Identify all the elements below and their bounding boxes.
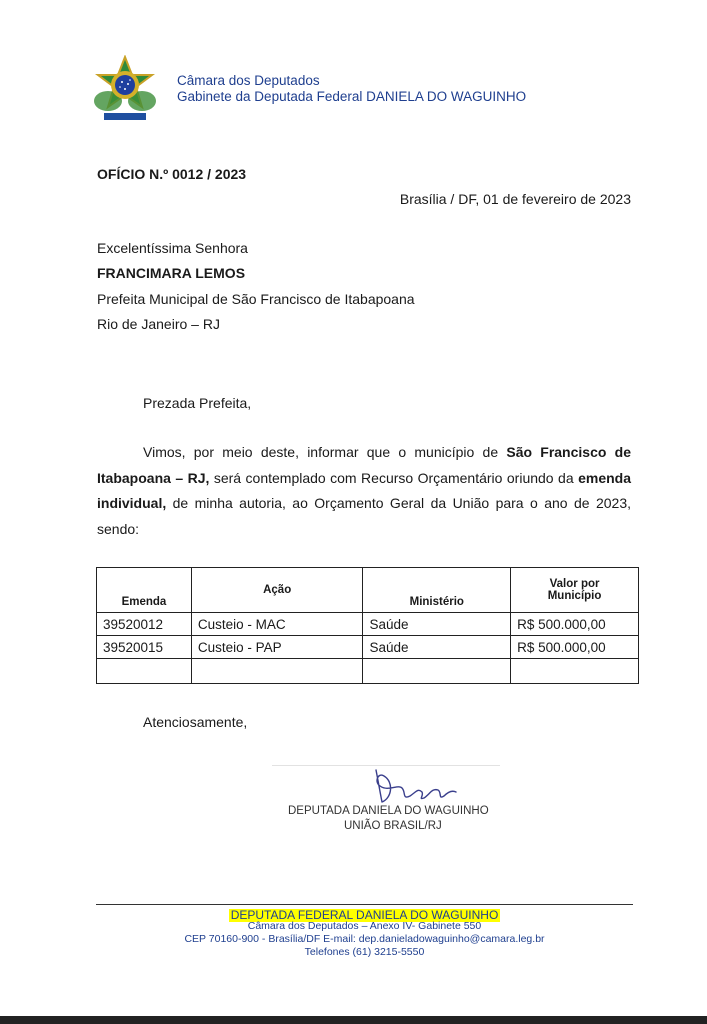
amendments-table [96,567,639,684]
footer-name: DEPUTADA FEDERAL DANIELA DO WAGUINHO [230,908,499,922]
footer-divider [96,904,633,905]
cell-valor: R$ 500.000,00 [511,613,639,636]
table-row [97,613,639,636]
recipient-location: Rio de Janeiro – RJ [97,316,220,332]
document-date: Brasília / DF, 01 de fevereiro de 2023 [399,191,631,207]
cell-valor: R$ 500.000,00 [511,636,639,659]
document-number: OFÍCIO N.º 0012 / 2023 [97,166,247,182]
cell-emenda [97,659,192,684]
table-row [97,636,639,659]
body-text-1: Vimos, por meio deste, informar que o município de [143,444,507,460]
header-chamber: Câmara dos Deputados [177,73,320,88]
cell-ministerio: Saúde [363,613,511,636]
cell-acao: Custeio - MAC [191,613,363,636]
body-paragraph [97,440,631,542]
body-municipality: São Francisco de Itabapoana – RJ, [97,444,631,486]
bottom-edge [0,1016,707,1024]
signatory-party: UNIÃO BRASIL/RJ [344,820,442,832]
cell-ministerio [363,659,511,684]
header-emenda: Emenda [97,568,192,613]
footer-contact: CEP 70160-900 - Brasília/DF E-mail: dep.danieladowaguinho@camara.leg.br [184,933,545,945]
body-amendment-type: emenda individual, [97,469,631,511]
cell-valor [511,659,639,684]
header-valor: Valor por Município [511,568,639,613]
footer-address: Câmara dos Deputados – Anexo IV- Gabinete 550 [247,920,482,932]
header-cabinet: Gabinete da Deputada Federal DANIELA DO WAGUINHO [177,89,527,104]
cell-emenda: 39520012 [97,613,192,636]
recipient-role: Prefeita Municipal de São Francisco de Itabapoana [97,291,415,307]
cell-emenda: 39520015 [97,636,192,659]
salutation: Prezada Prefeita, [143,395,252,411]
footer-phone: Telefones (61) 3215-5550 [304,946,425,958]
recipient-title: Excelentíssima Senhora [97,240,248,256]
cell-acao [191,659,363,684]
handwritten-signature-icon [358,762,468,808]
signatory-name: DEPUTADA DANIELA DO WAGUINHO [288,805,489,817]
table-header-row [97,568,639,613]
body-text-2: será contemplado com Recurso Orçamentário oriundo da [209,469,579,486]
cell-acao: Custeio - PAP [191,636,363,659]
body-text-3: de minha autoria, ao Orçamento Geral da União para o ano de 2023, sendo: [97,495,631,537]
closing: Atenciosamente, [143,714,248,730]
recipient-name: FRANCIMARA LEMOS [97,265,246,281]
header-acao: Ação [191,568,363,613]
table-row [97,659,639,684]
cell-ministerio: Saúde [363,636,511,659]
brazil-coat-of-arms-icon [92,55,158,125]
header-ministerio: Ministério [363,568,511,613]
